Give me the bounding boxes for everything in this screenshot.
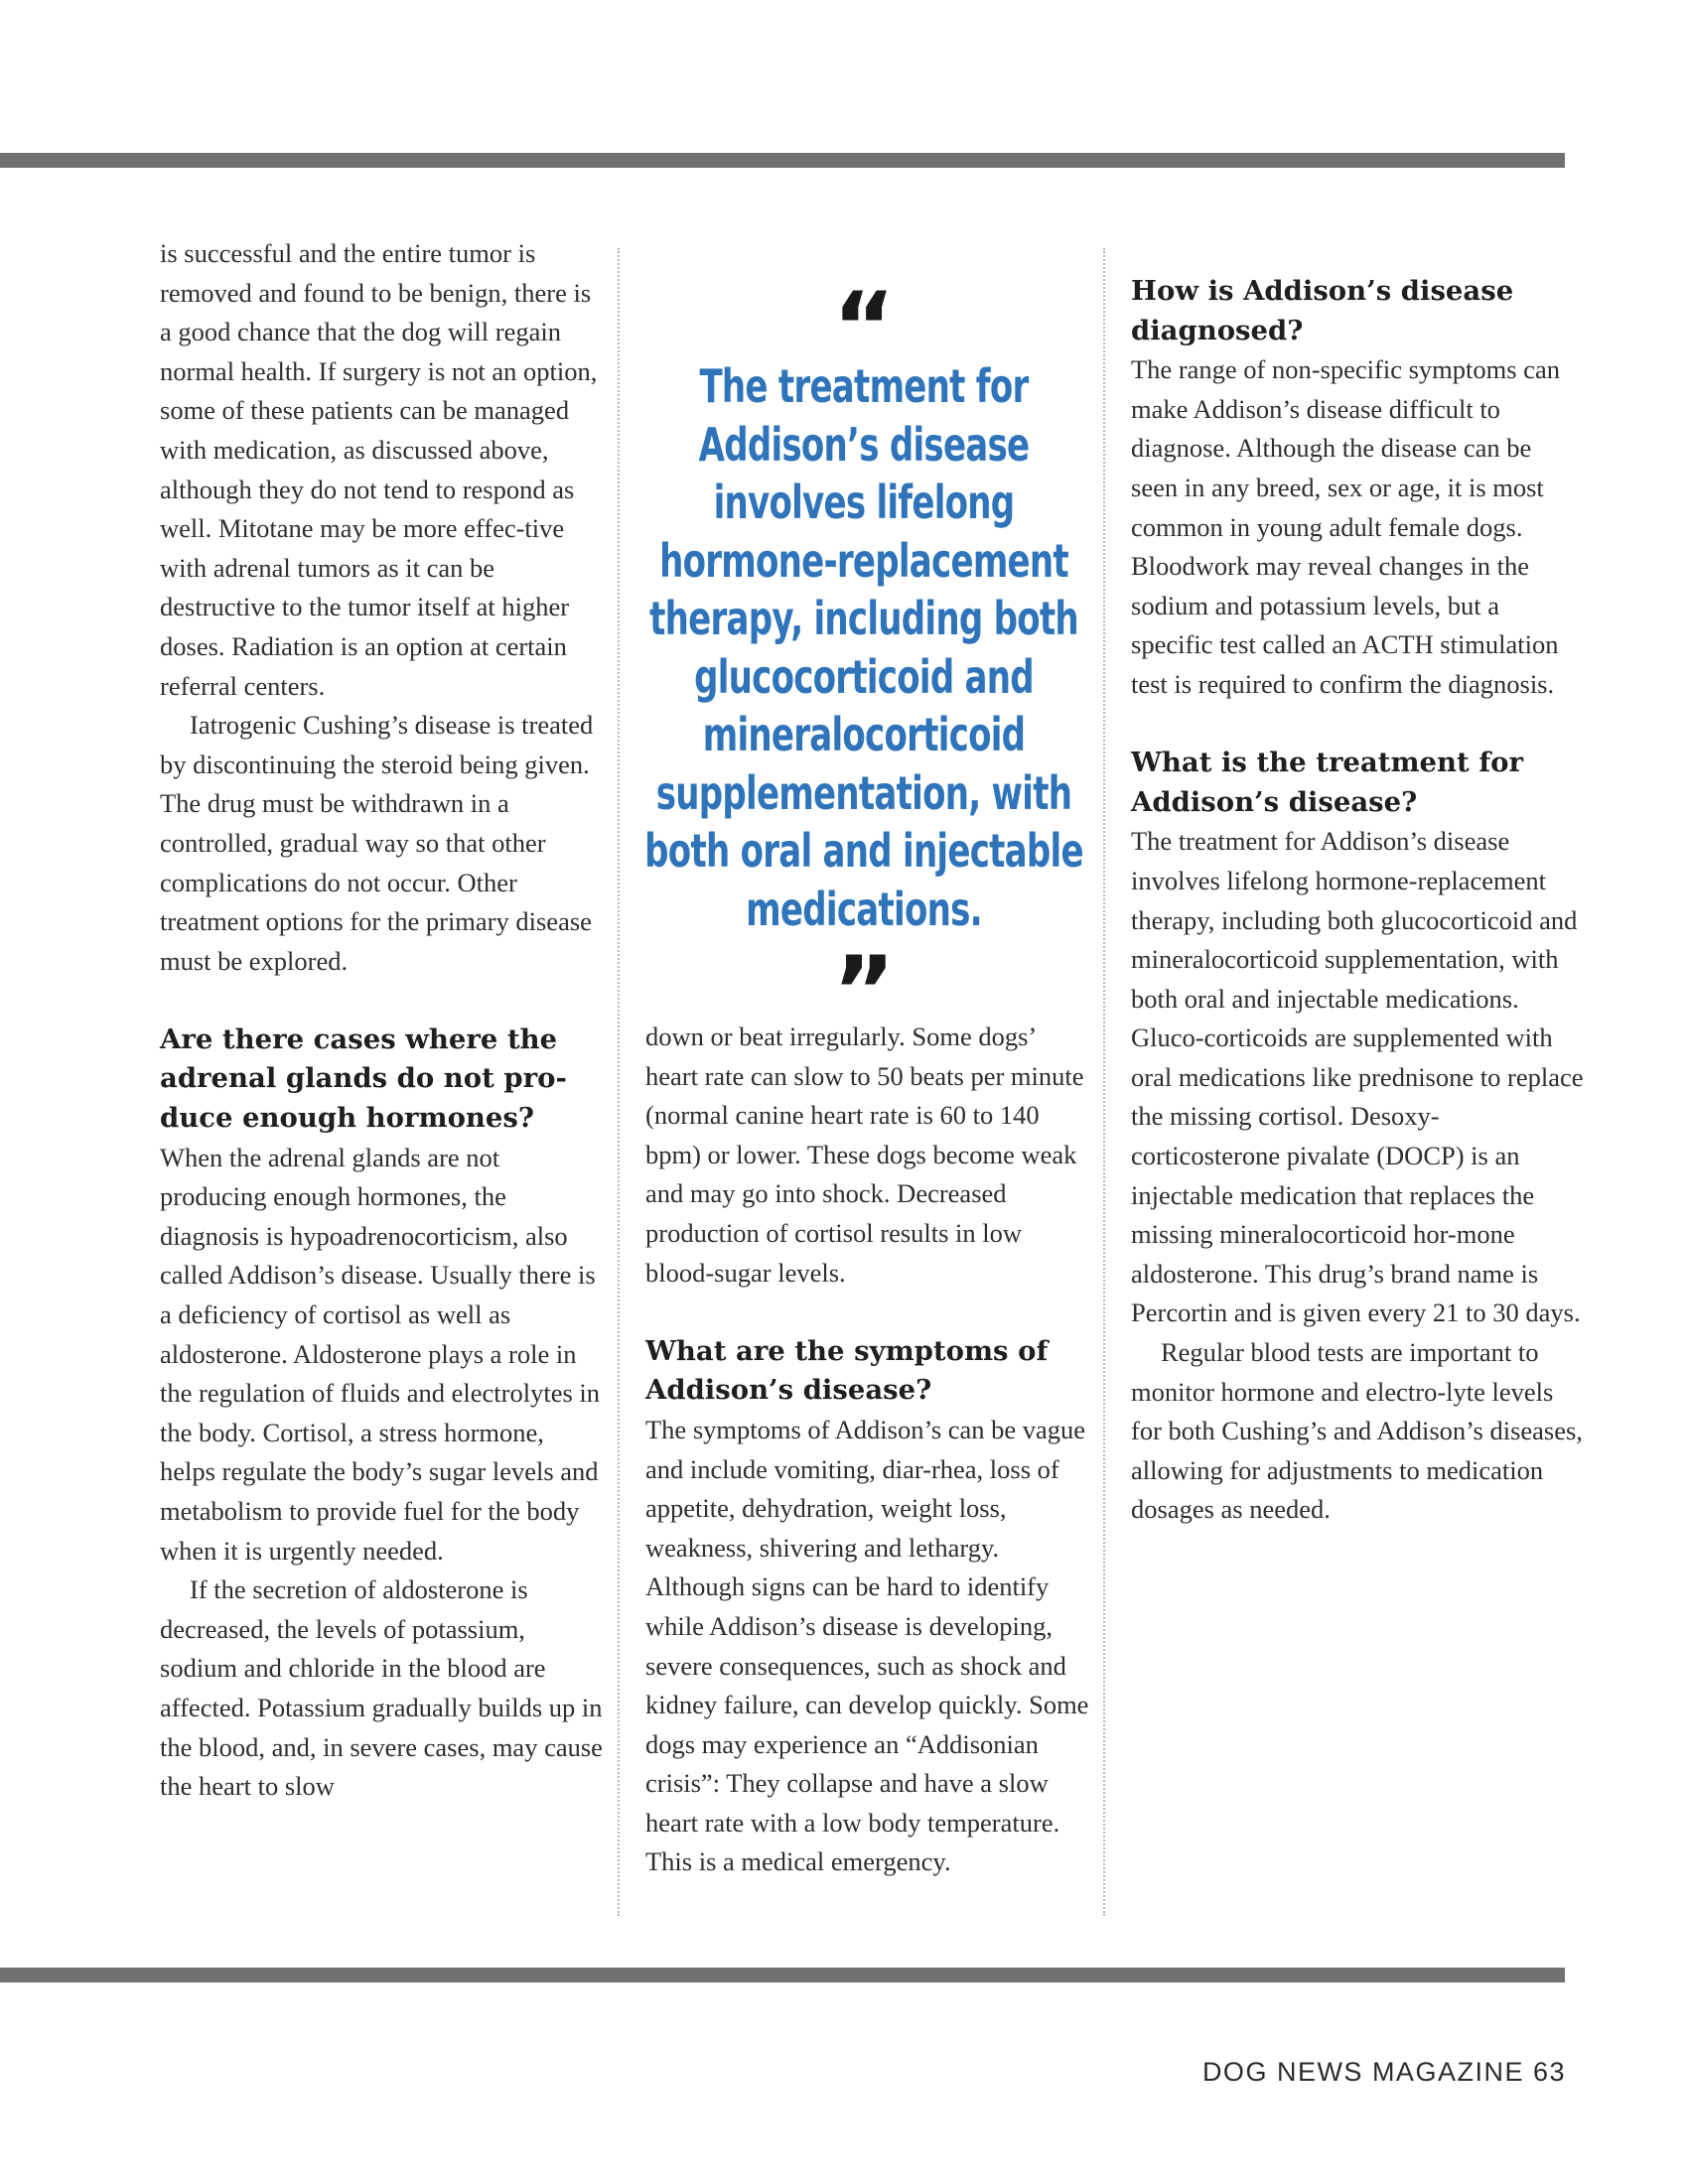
open-quote-icon: “ bbox=[832, 288, 896, 351]
article-column-1 bbox=[160, 234, 605, 1807]
paragraph: If the secretion of aldosterone is decreased, the levels of potassium, sodium and chloride in the blood are affected. Potassium gradually builds up in the blood, and, in severe cases, may cause the heart to slow bbox=[160, 1574, 603, 1802]
bottom-rule bbox=[0, 1968, 1565, 1982]
top-rule bbox=[0, 153, 1565, 168]
column-divider bbox=[1103, 248, 1105, 1916]
page-folio: DOG NEWS MAGAZINE 63 bbox=[1201, 2057, 1566, 2087]
pull-quote bbox=[635, 288, 1092, 1016]
column-divider bbox=[618, 248, 620, 1916]
section-heading: How is Addison’s disease diagnosed? bbox=[1131, 275, 1514, 346]
paragraph: Iatrogenic Cushing’s disease is treated by discontinuing the steroid being given. The drug must be withdrawn in a controlled, gradual way so that other complications do not occur. Other treatment options for the primary disease must be explored. bbox=[160, 710, 594, 976]
section-heading: Are there cases where the adrenal glands do not pro-duce enough hormones? bbox=[160, 1023, 567, 1135]
section-heading: What is the treatment for Addison’s disease? bbox=[1131, 747, 1523, 818]
paragraph: Regular blood tests are important to monitor hormone and electro-lyte levels for both Cushing’s and Addison’s diseases, allowing for adjustments to medication dosages as needed. bbox=[1131, 1337, 1583, 1525]
paragraph: The range of non-specific symptoms can make Addison’s disease difficult to diagnose. Although the disease can be seen in any breed, sex or age, it is most common in young adult female dogs. Bloodwork may reveal changes in the sodium and potassium levels, but a specific test called an ACTH stimulation test is required to confirm the diagnosis. bbox=[1131, 354, 1560, 699]
article-column-2 bbox=[645, 1018, 1092, 1882]
close-quote-icon: ” bbox=[832, 952, 896, 1016]
paragraph: When the adrenal glands are not producing enough hormones, the diagnosis is hypoadrenocorticism, also called Addison’s disease. Usually there is a deficiency of cortisol as well as aldosterone. Aldosterone plays a role in the regulation of fluids and electrolytes in the body. Cortisol, a stress hormone, helps regulate the body’s sugar levels and metabolism to provide fuel for the body when it is urgently needed. bbox=[160, 1142, 601, 1566]
pull-quote-text: The treatment for Addison’s disease involves lifelong hormone-replacement therapy, including both glucocorticoid and mineralocorticoid supplementation, with both oral and injectable medications. bbox=[644, 359, 1083, 936]
paragraph: down or beat irregularly. Some dogs’ heart rate can slow to 50 beats per minute (normal canine heart rate is 60 to 140 bpm) or lower. These dogs become weak and may go into shock. Decreased production of cortisol results in low blood-sugar levels. bbox=[645, 1022, 1084, 1288]
paragraph: The symptoms of Addison’s can be vague and include vomiting, diar-rhea, loss of appetite, dehydration, weight loss, weakness, shivering and lethargy. Although signs can be hard to identify while Addison’s disease is developing, severe consequences, such as shock and kidney failure, can develop quickly. Some dogs may experience an “Addisonian crisis”: They collapse and have a slow heart rate with a low body temperature. This is a medical emergency. bbox=[645, 1414, 1089, 1877]
article-column-3 bbox=[1131, 272, 1584, 1530]
paragraph: The treatment for Addison’s disease involves lifelong hormone-replacement therapy, including both glucocorticoid and mineralocorticoid supplementation, with both oral and injectable medications. Gluco-corticoids are supplemented with oral medications like prednisone to replace the missing cortisol. Desoxy-corticosterone pivalate (DOCP) is an injectable medication that replaces the missing mineralocorticoid hor-mone aldosterone. This drug’s brand name is Percortin and is given every 21 to 30 days. bbox=[1131, 826, 1584, 1328]
section-heading: What are the symptoms of Addison’s disease? bbox=[645, 1334, 1049, 1407]
paragraph: is successful and the entire tumor is removed and found to be benign, there is a good chance that the dog will regain normal health. If surgery is not an option, some of these patients can be managed with medication, as discussed above, although they do not tend to respond as well. Mitotane may be more effec-tive with adrenal tumors as it can be destructive to the tumor itself at higher doses. Radiation is an option at certain referral centers. bbox=[160, 238, 598, 701]
